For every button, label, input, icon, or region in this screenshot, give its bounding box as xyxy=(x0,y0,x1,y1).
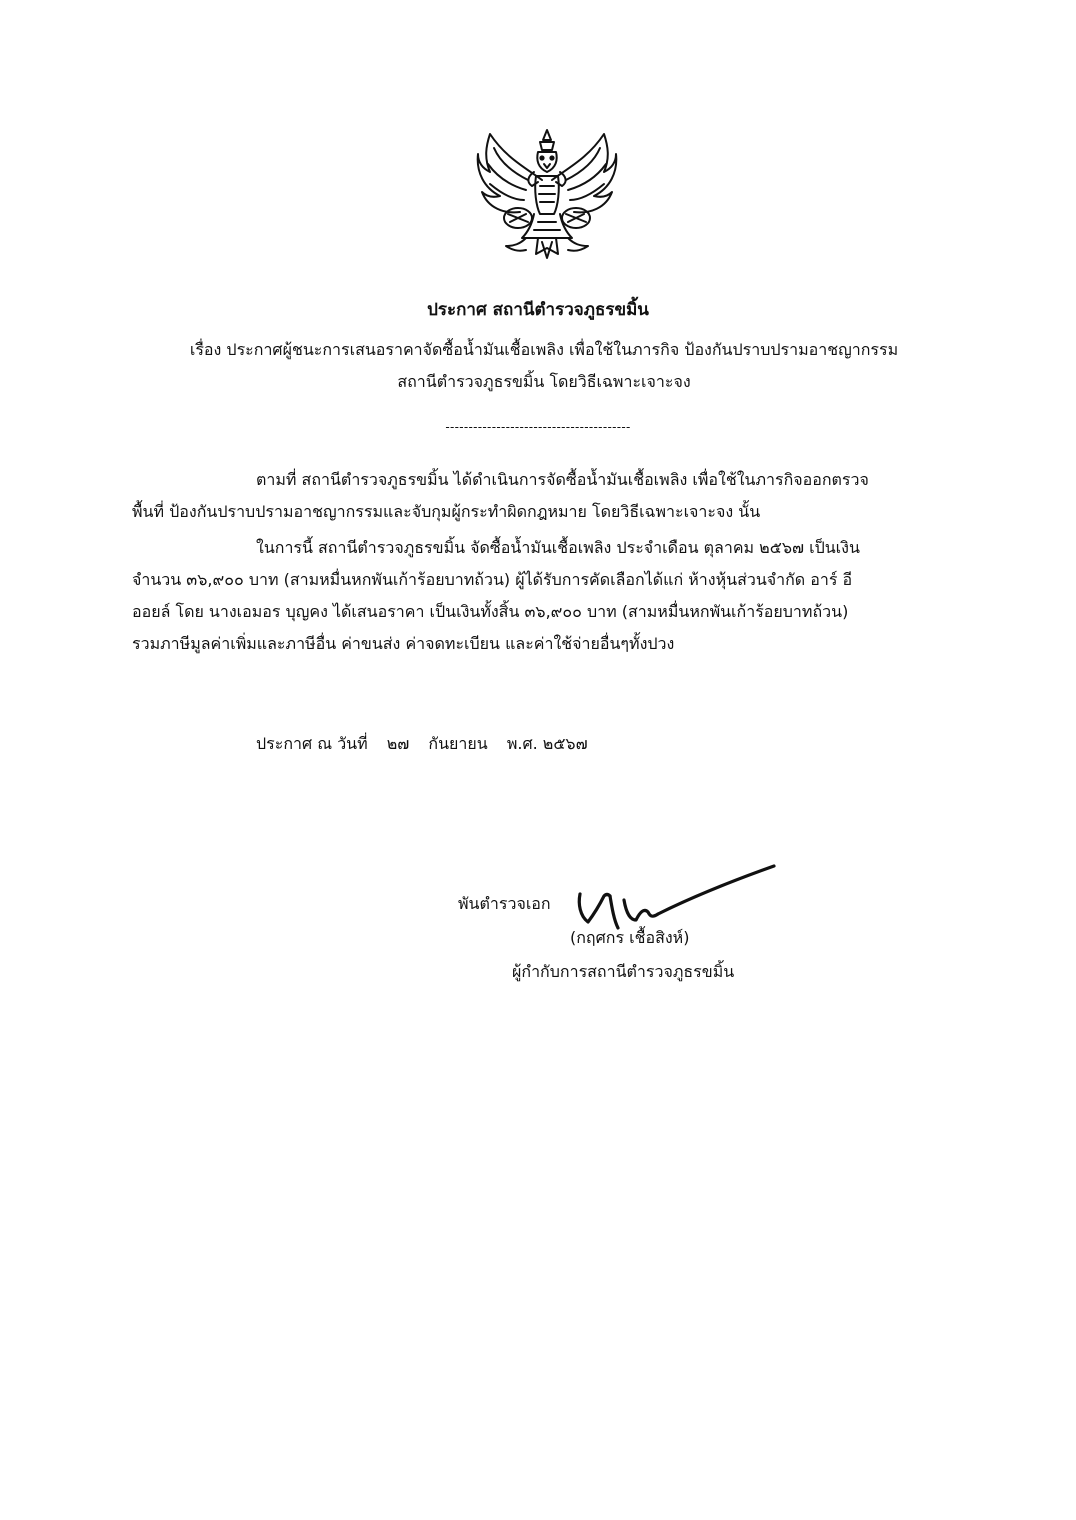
signer-name: (กฤศกร เชื้อสิงห์) xyxy=(570,928,690,947)
signer-rank: พันตำรวจเอก xyxy=(458,894,551,913)
body-paragraph-2 xyxy=(132,532,952,660)
paragraph-2-line-2: จำนวน ๓๖,๙๐๐ บาท (สามหมื่นหกพันเก้าร้อยบาทถ้วน) ผู้ได้รับการคัดเลือกได้แก่ ห้างหุ้นส่วนจำกัด อาร์ อี xyxy=(132,570,853,589)
date-year: พ.ศ. ๒๕๖๗ xyxy=(506,734,588,753)
date-prefix: ประกาศ ณ วันที่ xyxy=(256,734,368,753)
paragraph-2-line-3: ออยล์ โดย นางเอมอร บุญคง ได้เสนอราคา เป็นเงินทั้งสิ้น ๓๖,๙๐๐ บาท (สามหมื่นหกพันเก้าร้อยบาทถ้วน) xyxy=(132,602,849,621)
paragraph-1-line-1: ตามที่ สถานีตำรวจภูธรขมิ้น ได้ดำเนินการจัดซื้อน้ำมันเชื้อเพลิง เพื่อใช้ในภารกิจออกตรวจ xyxy=(256,470,869,489)
announcement-subject xyxy=(100,334,988,398)
date-day: ๒๗ xyxy=(386,734,410,753)
subject-line-1: เรื่อง ประกาศผู้ชนะการเสนอราคาจัดซื้อน้ำมันเชื้อเพลิง เพื่อใช้ในภารกิจ ป้องกันปราบปรามอาชญากรรม xyxy=(189,340,899,359)
paragraph-2-line-4: รวมภาษีมูลค่าเพิ่มและภาษีอื่น ค่าขนส่ง ค่าจดทะเบียน และค่าใช้จ่ายอื่นๆทั้งปวง xyxy=(132,634,675,653)
date-month: กันยายน xyxy=(428,734,488,753)
paragraph-2-line-1: ในการนี้ สถานีตำรวจภูธรขมิ้น จัดซื้อน้ำมันเชื้อเพลิง ประจำเดือน ตุลาคม ๒๕๖๗ เป็นเงิน xyxy=(256,538,860,557)
paragraph-1-line-2: พื้นที่ ป้องกันปราบปรามอาชญากรรมและจับกุมผู้กระทำผิดกฎหมาย โดยวิธีเฉพาะเจาะจง นั้น xyxy=(132,502,761,521)
garuda-emblem-icon xyxy=(476,128,618,260)
announcement-heading: ประกาศ สถานีตำรวจภูธรขมิ้น xyxy=(427,300,649,320)
announcement-date xyxy=(256,728,602,760)
signer-position: ผู้กำกับการสถานีตำรวจภูธรขมิ้น xyxy=(512,962,735,981)
subject-line-2: สถานีตำรวจภูธรขมิ้น โดยวิธีเฉพาะเจาะจง xyxy=(397,372,691,391)
body-paragraph-1 xyxy=(132,464,952,528)
signature-block xyxy=(0,880,1076,1000)
separator-line: ---------------------------------------- xyxy=(445,420,631,434)
